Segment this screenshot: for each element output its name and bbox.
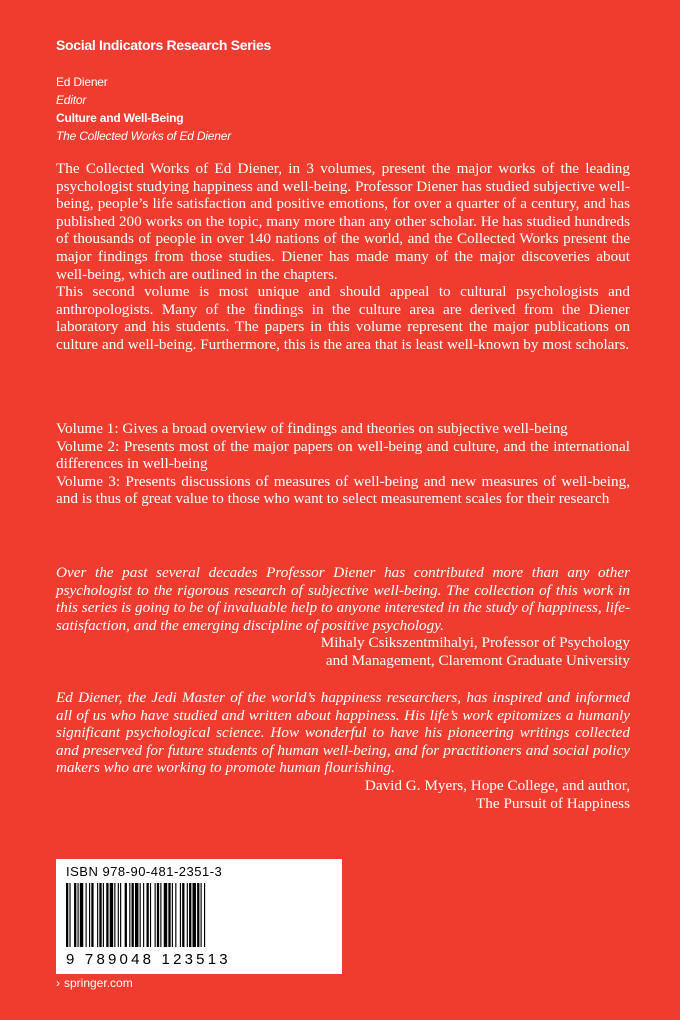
endorsement-1-text: Over the past several decades Professor Diener has contributed more than any other psychologist to the rigorous research of subjective well-being. The collection of this work in this series is going to be of invaluable help to anyone interested in the study of happiness, life-satisfaction, and the emerging discipline of positive psychology. bbox=[56, 564, 630, 634]
barcode-box bbox=[56, 859, 342, 974]
description bbox=[56, 160, 630, 354]
endorsement-2-attribution-line-1: David G. Myers, Hope College, and author, bbox=[364, 776, 630, 794]
endorsement-2-text: Ed Diener, the Jedi Master of the world’s happiness researchers, has inspired and informed all of us who have studied and written about happiness. His life’s work epitomizes a humanly significant psychological science. How wonderful to have his pioneering writings collected and preserved for future students of human well-being, and for practitioners and social policy makers who are working to promote human flourishing. bbox=[56, 689, 630, 777]
description-paragraph-1: The Collected Works of Ed Diener, in 3 volumes, present the major works of the leading psychologist studying happiness and well-being. Professor Diener has studied subjective well-being, people’s life satisfaction and positive emotions, for over a quarter of a century, and has published 200 works on the topic, many more than any other scholar. He has studied hundreds of thousands of people in over 140 nations of the world, and the Collected Works present the major findings from those studies. Diener has made many of the major discoveries about well-being, which are outlined in the chapters. bbox=[56, 160, 630, 283]
endorsement-1 bbox=[56, 564, 630, 670]
volume-item-3: Volume 3: Presents discussions of measures of well-being and new measures of well-being, and is thus of great value to those who want to select measurement scales for their research bbox=[56, 472, 630, 508]
endorsement-1-attribution-line-2: and Management, Claremont Graduate University bbox=[325, 651, 630, 669]
barcode-digits: 9 789048 123513 bbox=[66, 951, 231, 968]
endorsement-1-attribution-line-1: Mihaly Csikszentmihalyi, Professor of Psychology bbox=[320, 634, 630, 652]
volume-item-1: Volume 1: Gives a broad overview of findings and theories on subjective well-being bbox=[56, 420, 568, 437]
description-paragraph-2: This second volume is most unique and should appeal to cultural psychologists and anthropologists. Many of the findings in the culture area are derived from the Diener laboratory and his students. The papers in this volume represent the major publications on culture and well-being. Furthermore, this is the area that is least well-known by most scholars. bbox=[56, 283, 630, 353]
volume-item-2: Volume 2: Presents most of the major papers on well-being and culture, and the international differences in well-being bbox=[56, 437, 630, 473]
publisher-url: springer.com bbox=[64, 976, 133, 990]
author-name: Ed Diener bbox=[56, 75, 108, 89]
book-subtitle: The Collected Works of Ed Diener bbox=[56, 129, 232, 143]
endorsement-2 bbox=[56, 689, 630, 812]
book-meta bbox=[56, 73, 231, 145]
footer bbox=[56, 976, 133, 990]
isbn-label: ISBN 978-90-481-2351-3 bbox=[66, 864, 223, 879]
series-title: Social Indicators Research Series bbox=[56, 37, 271, 53]
book-title: Culture and Well-Being bbox=[56, 111, 184, 125]
barcode-icon bbox=[66, 883, 332, 947]
chevron-right-icon: › bbox=[56, 976, 60, 990]
author-role: Editor bbox=[56, 93, 87, 107]
volume-list bbox=[56, 420, 630, 508]
endorsement-2-attribution-line-2: The Pursuit of Happiness bbox=[476, 794, 630, 812]
